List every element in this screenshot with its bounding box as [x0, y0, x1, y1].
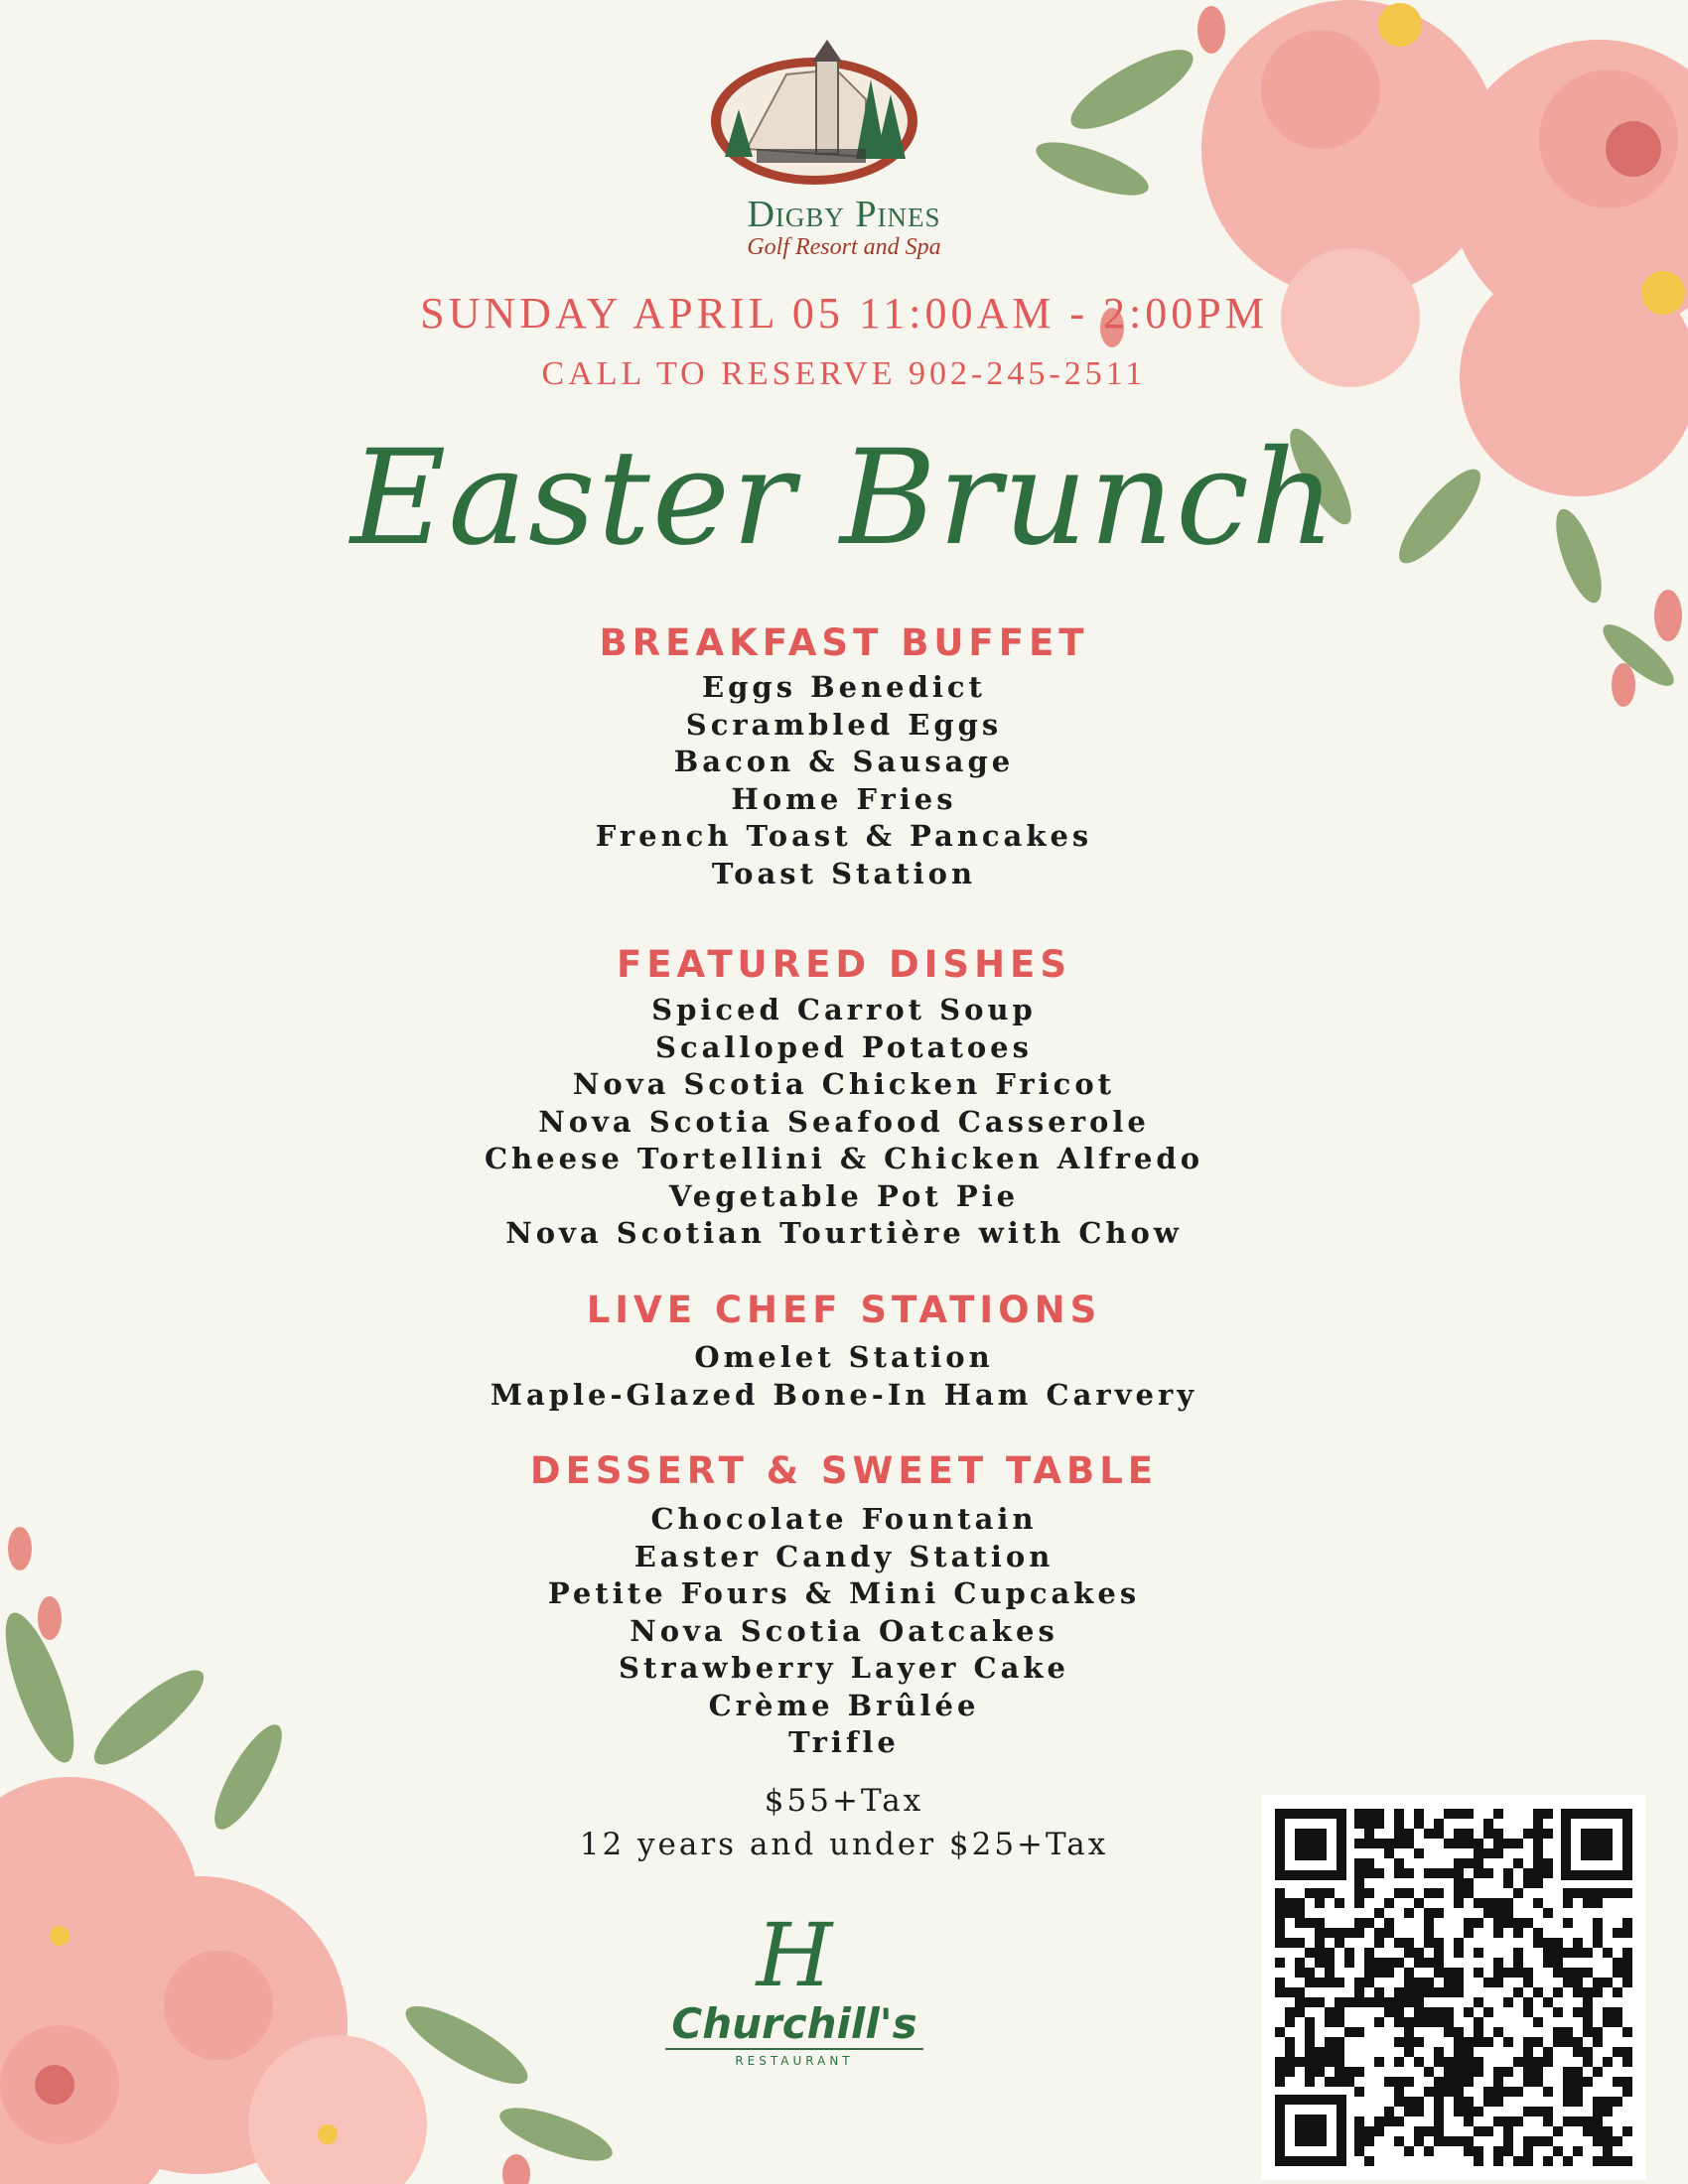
resort-logo-icon	[707, 40, 921, 189]
menu-item: Home Fries	[731, 781, 957, 816]
menu-item: Maple-Glazed Bone-In Ham Carvery	[490, 1377, 1198, 1412]
menu-item: Spiced Carrot Soup	[651, 993, 1037, 1026]
section-title-featured-dishes: FEATURED DISHES	[617, 943, 1071, 986]
reservation-phone: CALL TO RESERVE 902-245-2511	[541, 355, 1147, 392]
price-child: 12 years and under $25+Tax	[579, 1827, 1109, 1862]
restaurant-label: RESTAURANT	[735, 2054, 854, 2068]
menu-item: Trifle	[788, 1725, 900, 1759]
section-title-breakfast-buffet: BREAKFAST BUFFET	[599, 621, 1089, 664]
menu-item: Eggs Benedict	[702, 670, 986, 704]
menu-item: Vegetable Pot Pie	[668, 1178, 1020, 1213]
price-adult: $55+Tax	[764, 1783, 924, 1819]
menu-item: Nova Scotia Oatcakes	[630, 1613, 1058, 1648]
event-date-time: SUNDAY APRIL 05 11:00AM - 2:00PM	[420, 289, 1268, 338]
menu-item: Toast Station	[711, 856, 977, 890]
menu-item: Easter Candy Station	[633, 1539, 1055, 1573]
menu-item: Omelet Station	[694, 1340, 994, 1374]
menu-list-featured-dishes	[0, 992, 1688, 1253]
menu-item: Petite Fours & Mini Cupcakes	[547, 1576, 1141, 1610]
menu-item: Scrambled Eggs	[685, 707, 1003, 742]
menu-item: Crème Brûlée	[708, 1688, 980, 1722]
menu-list-breakfast-buffet	[0, 669, 1688, 892]
resort-logo	[707, 40, 921, 189]
menu-item: Cheese Tortellini & Chicken Alfredo	[484, 1142, 1204, 1175]
menu-item: Nova Scotia Chicken Fricot	[572, 1067, 1116, 1101]
menu-item: Strawberry Layer Cake	[619, 1651, 1069, 1685]
menu-list-live-chef-stations	[0, 1339, 1688, 1414]
menu-item: Nova Scotia Seafood Casserole	[538, 1104, 1150, 1139]
event-title: Easter Brunch	[350, 422, 1338, 575]
section-title-live-chef-stations: LIVE CHEF STATIONS	[586, 1289, 1102, 1331]
menu-item: Scalloped Potatoes	[655, 1029, 1033, 1064]
restaurant-name: Churchill's	[665, 2000, 922, 2050]
qr-code[interactable]	[1261, 1795, 1646, 2180]
menu-list-dessert-sweet-table	[0, 1501, 1688, 1762]
restaurant-monogram: H	[756, 1904, 833, 2006]
restaurant-logo	[635, 1904, 953, 2080]
section-title-dessert-sweet-table: DESSERT & SWEET TABLE	[529, 1449, 1159, 1492]
menu-item: Chocolate Fountain	[650, 1502, 1038, 1536]
qr-code-icon	[1261, 1795, 1646, 2180]
menu-item: Nova Scotian Tourtière with Chow	[505, 1216, 1183, 1250]
resort-tagline: Golf Resort and Spa	[747, 234, 941, 260]
resort-name: Digby Pines	[747, 194, 941, 235]
menu-item: French Toast & Pancakes	[595, 819, 1093, 853]
menu-item: Bacon & Sausage	[673, 745, 1015, 778]
